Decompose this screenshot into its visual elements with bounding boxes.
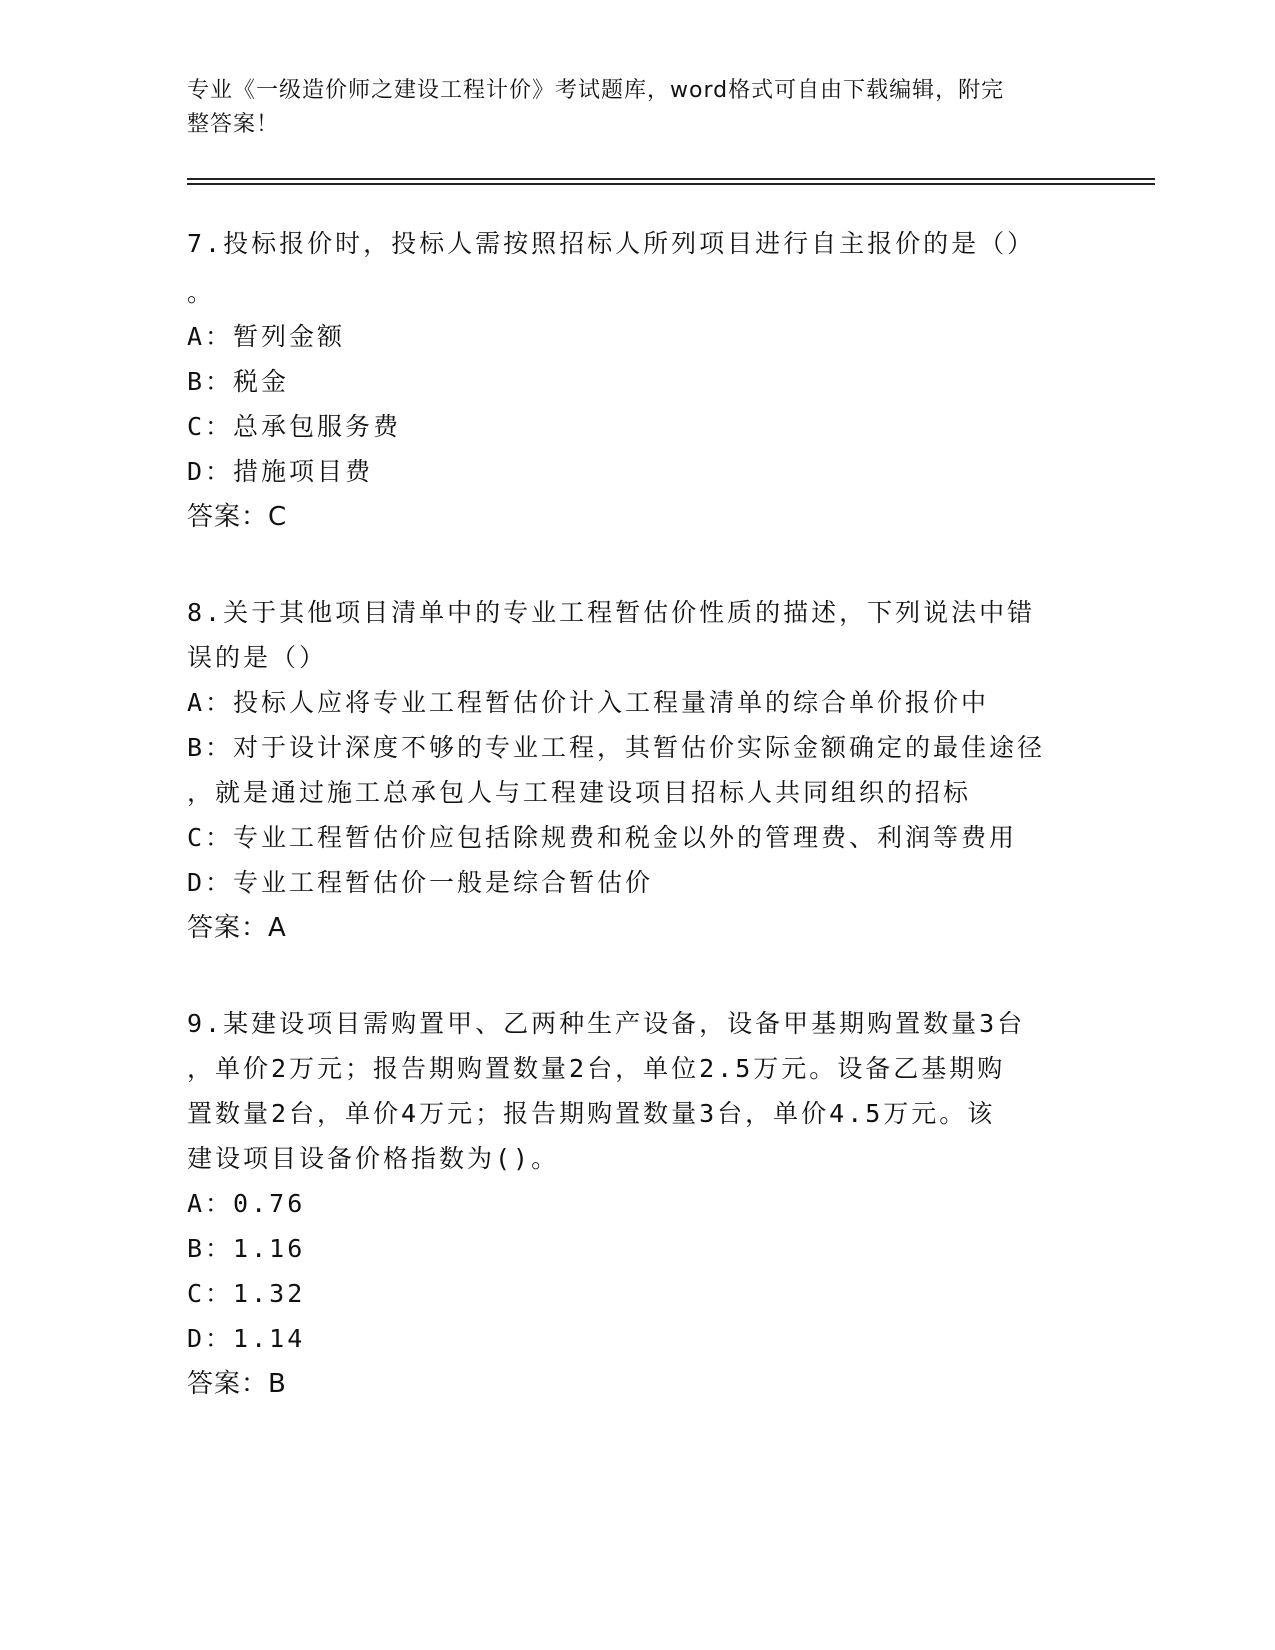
question-9-option-c: C：1.32 [187, 1279, 306, 1308]
header-line-2: 整答案！ [187, 112, 280, 137]
question-8-answer: 答案：A [187, 913, 287, 943]
question-8-option-a: A：投标人应将专业工程暂估价计入工程量清单的综合单价报价中 [187, 688, 990, 717]
question-9-option-a: A：0.76 [187, 1189, 306, 1218]
question-7-stem-line-1: 7.投标报价时，投标人需按照招标人所列项目进行自主报价的是（） [187, 229, 1036, 258]
question-8-option-b: B：对于设计深度不够的专业工程，其暂估价实际金额确定的最佳途径 [187, 733, 1046, 762]
question-7-option-c: C：总承包服务费 [187, 412, 402, 441]
question-8-stem-line-2: 误的是（） [187, 643, 328, 672]
question-7-option-a: A：暂列金额 [187, 322, 346, 351]
question-9-answer: 答案：B [187, 1369, 287, 1399]
header-line-1: 专业《一级造价师之建设工程计价》考试题库，word格式可自由下载编辑，附完 [187, 78, 1005, 103]
question-9-stem-line-4: 建设项目设备价格指数为()。 [187, 1144, 560, 1173]
question-8-option-c: C：专业工程暂估价应包括除规费和税金以外的管理费、利润等费用 [187, 823, 1018, 852]
question-7-option-d: D：措施项目费 [187, 457, 374, 486]
question-8-option-b-continued: ，就是通过施工总承包人与工程建设项目招标人共同组织的招标 [187, 778, 972, 807]
question-8-option-d: D：专业工程暂估价一般是综合暂估价 [187, 868, 654, 897]
header-divider-bottom [187, 183, 1155, 185]
question-9-stem-line-1: 9.某建设项目需购置甲、乙两种生产设备，设备甲基期购置数量3台 [187, 1009, 1026, 1038]
question-9-stem-line-2: ，单价2万元；报告期购置数量2台，单位2.5万元。设备乙基期购 [187, 1054, 1006, 1083]
question-9-stem-line-3: 置数量2台，单价4万元；报告期购置数量3台，单价4.5万元。该 [187, 1099, 996, 1128]
question-9-option-b: B：1.16 [187, 1234, 306, 1263]
question-8-stem-line-1: 8.关于其他项目清单中的专业工程暂估价性质的描述，下列说法中错 [187, 598, 1036, 627]
header-divider-top [187, 178, 1155, 180]
document-header [187, 74, 1067, 142]
question-7-stem-line-2: 。 [187, 278, 216, 307]
question-9-option-d: D：1.14 [187, 1324, 306, 1353]
question-7-answer: 答案：C [187, 502, 288, 532]
question-7-option-b: B：税金 [187, 367, 290, 396]
